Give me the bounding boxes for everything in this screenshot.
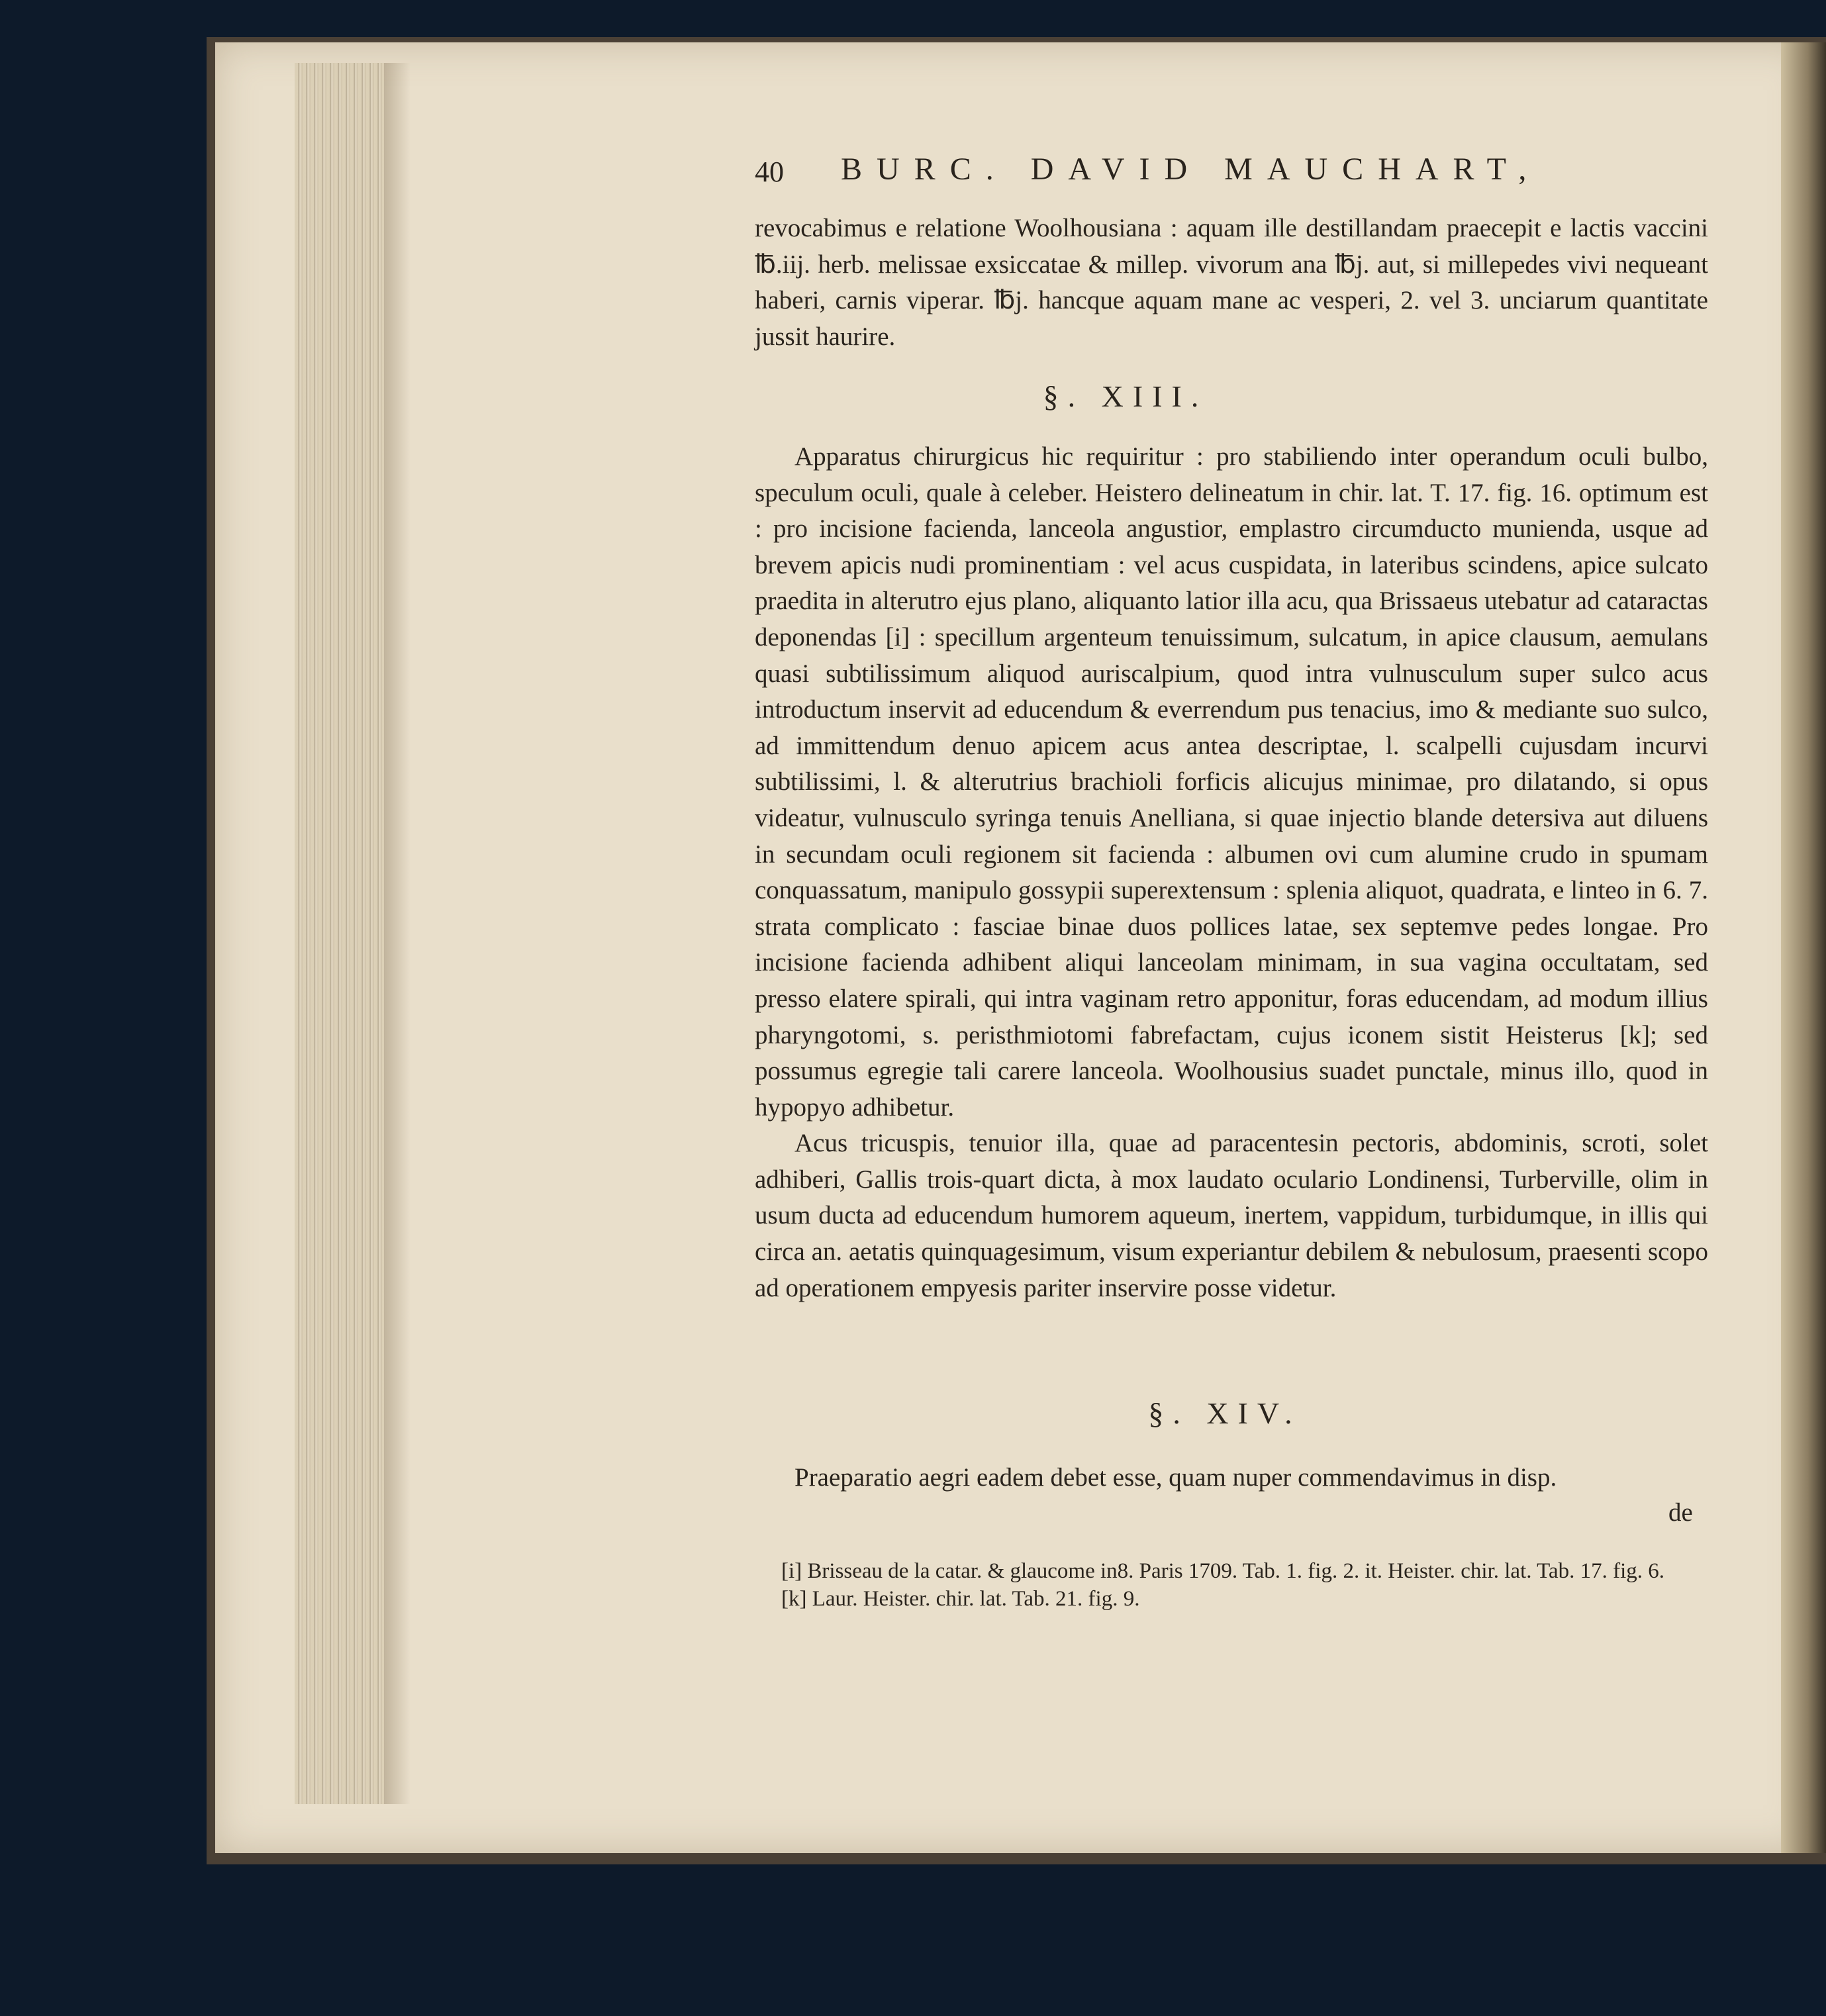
catchword: de <box>1668 1498 1693 1527</box>
text-block-1 <box>755 211 1708 355</box>
section-heading-13: §. XIII. <box>1043 379 1208 413</box>
page-edge-shadow <box>384 63 410 1804</box>
paragraph-apparatus: Apparatus chirurgicus hic requiritur : pro stabiliendo inter operandum oculi bulbo, speculum oculi, quale à celeber. Heistero delineatum in chir. lat. T. 17. fig. 16. optimum est : pro incisione facienda, lanceola angustior, emplastro circumducto munienda, usque ad brevem apicis nudi prominentiam : vel acus cuspidata, in lateribus scindens, apice sulcato praedita in alterutro ejus plano, aliquanto latior illa acu, qua Brissaeus utebatur ad cataractas deponendas [i] : specillum argenteum tenuissimum, sulcatum, in apice clausum, aemulans quasi subtilissimum aliquod auriscalpium, quod intra vulnusculum super sulco acus introductum inservit ad educendum & everrendum pus tenacius, imo & mediante suo sulco, ad immittendum denuo apicem acus antea descriptae, l. scalpelli cujusdam incurvi subtilissimi, l. & alterutrius brachioli forficis alicujus minimae, pro dilatando, si opus videatur, vulnusculo syringa tenuis Anelliana, si quae injectio blande detersiva aut diluens in secundam oculi regionem sit facienda : albumen ovi cum alumine crudo in spumam conquassatum, manipulo gossypii superextensum : splenia aliquot, quadrata, e linteo in 6. 7. strata complicato : fasciae binae duos pollices latae, sex septemve pedes longae. Pro incisione facienda adhibent aliqui lanceolam minimam, in sua vagina occultatam, sed presso elatere spirali, qui intra vaginam retro apponitur, foras educendam, ad modum illius pharyngotomi, s. peristhmiotomi fabrefactam, cujus iconem sistit Heisterus [k]; sed possumus egregie tali carere lanceola. Woolhousius suadet punctale, minus illo, quod in hypopyo adhibetur. <box>755 442 1708 1122</box>
footnotes <box>755 1557 1708 1613</box>
section-heading-14: §. XIV. <box>1148 1396 1302 1430</box>
paragraph-praeparatio: Praeparatio aegri eadem debet esse, quam nuper commendavimus in disp. <box>794 1463 1557 1492</box>
page-number: 40 <box>755 156 784 188</box>
page-edges <box>295 63 384 1804</box>
footnote-k: [k] Laur. Heister. chir. lat. Tab. 21. fig. 9. <box>781 1587 1140 1611</box>
paragraph-continuation: revocabimus e relatione Woolhousiana : aquam ille destillandam praecepit e lactis vaccini ℔.iij. herb. melissae exsiccatae & millep. vivorum ana ℔j. aut, si millepedes vivi nequeant haberi, carnis viperar. ℔j. hancque aquam mane ac vesperi, 2. vel 3. unciarum quantitate jussit haurire. <box>755 214 1708 351</box>
text-block-2 <box>755 439 1708 1306</box>
footnote-i: [i] Brisseau de la catar. & glaucome in8. Paris 1709. Tab. 1. fig. 2. it. Heister. chir. lat. Tab. 17. fig. 6. <box>781 1559 1665 1583</box>
text-block-3 <box>755 1460 1708 1496</box>
paragraph-acus-tricuspis: Acus tricuspis, tenuior illa, quae ad paracentesin pectoris, abdominis, scroti, solet adhiberi, Gallis trois-quart dicta, à mox laudato oculario Londinensi, Turberville, olim in usum ducta ad educendum humorem aqueum, inertem, vappidum, turbidumque, in illis qui circa an. aetatis quinquagesimum, visum experiantur debilem & nebulosum, praesenti scopo ad operationem empyesis pariter inservire posse videtur. <box>755 1129 1708 1302</box>
page-gutter <box>1781 42 1826 1853</box>
running-head <box>755 151 1589 197</box>
running-title: BURC. DAVID MAUCHART, <box>841 152 1541 187</box>
